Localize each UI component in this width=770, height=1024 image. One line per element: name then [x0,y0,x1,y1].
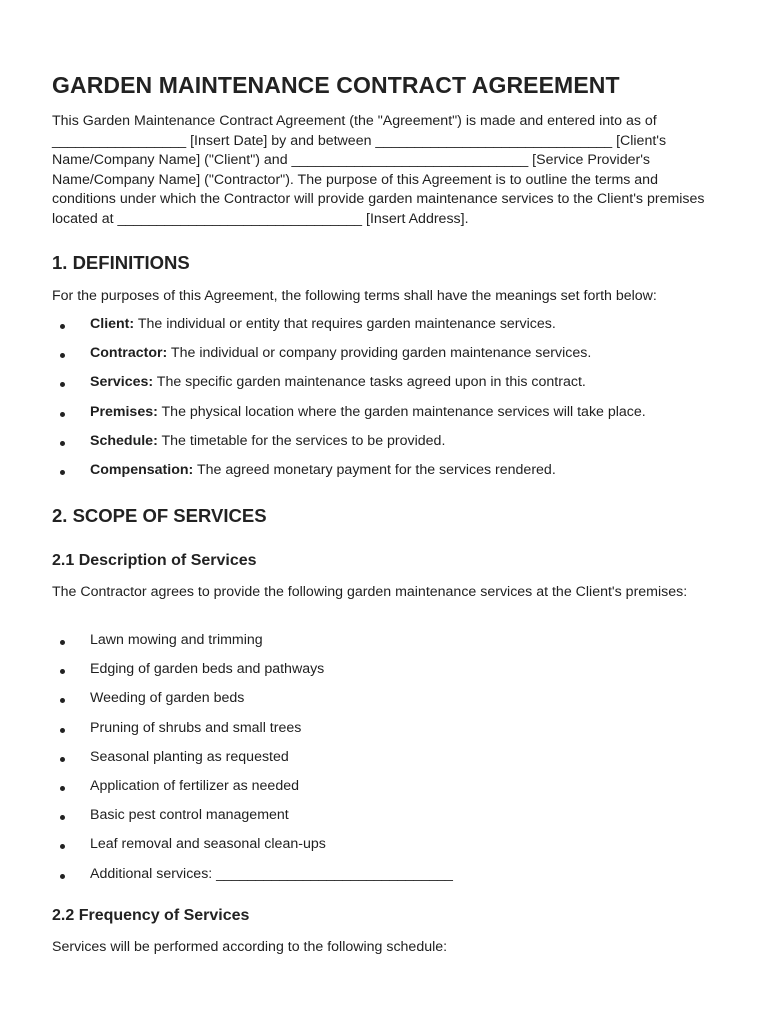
scope-heading: 2. SCOPE OF SERVICES [52,505,267,526]
frequency-lead: Services will be performed according to the following schedule: [52,939,448,955]
bullet-icon [60,441,65,446]
list-item: Compensation: The agreed monetary payment for the services rendered. [52,461,732,490]
bullet-icon [60,669,65,674]
bullet-icon [60,874,65,879]
services-list [52,631,732,894]
bullet-icon [60,470,65,475]
bullet-icon [60,786,65,791]
list-item: Lawn mowing and trimming [52,631,732,660]
bullet-icon [60,844,65,849]
list-item: Services: The specific garden maintenance tasks agreed upon in this contract. [52,373,732,402]
list-item: Edging of garden beds and pathways [52,660,732,689]
bullet-icon [60,353,65,358]
definitions-list [52,315,732,490]
definitions-heading: 1. DEFINITIONS [52,252,190,273]
bullet-icon [60,757,65,762]
document-title: GARDEN MAINTENANCE CONTRACT AGREEMENT [52,72,620,98]
list-item: Contractor: The individual or company providing garden maintenance services. [52,344,732,373]
bullet-icon [60,728,65,733]
list-item: Leaf removal and seasonal clean-ups [52,835,732,864]
list-item: Seasonal planting as requested [52,748,732,777]
list-item: Weeding of garden beds [52,689,732,718]
list-item: Schedule: The timetable for the services to be provided. [52,432,732,461]
bullet-icon [60,698,65,703]
bullet-icon [60,324,65,329]
list-item: Premises: The physical location where the garden maintenance services will take place. [52,403,732,432]
description-lead: The Contractor agrees to provide the following garden maintenance services at the Client's premises: [52,584,688,600]
bullet-icon [60,382,65,387]
list-item: Pruning of shrubs and small trees [52,719,732,748]
bullet-icon [60,815,65,820]
description-subheading: 2.1 Description of Services [52,552,257,569]
definitions-lead: For the purposes of this Agreement, the following terms shall have the meanings set forth below: [52,288,657,304]
list-item: Client: The individual or entity that requires garden maintenance services. [52,315,732,344]
list-item: Additional services: ______________________________ [52,865,732,894]
bullet-icon [60,640,65,645]
intro-paragraph: This Garden Maintenance Contract Agreement (the "Agreement") is made and entered into as of _________________ [Insert Date] by and between ______________________________ [Client's Name/Company Name] ("Client") and ______________________________ [Service Provider's Name/Company Name] ("Contractor"). The purpose of this Agreement is to outline the terms and conditions under which the Contractor will provide garden maintenance services to the Client's premises located at _______________________________ [Insert Address]. [52,113,705,227]
frequency-subheading: 2.2 Frequency of Services [52,907,250,924]
list-item: Application of fertilizer as needed [52,777,732,806]
bullet-icon [60,412,65,417]
list-item: Basic pest control management [52,806,732,835]
